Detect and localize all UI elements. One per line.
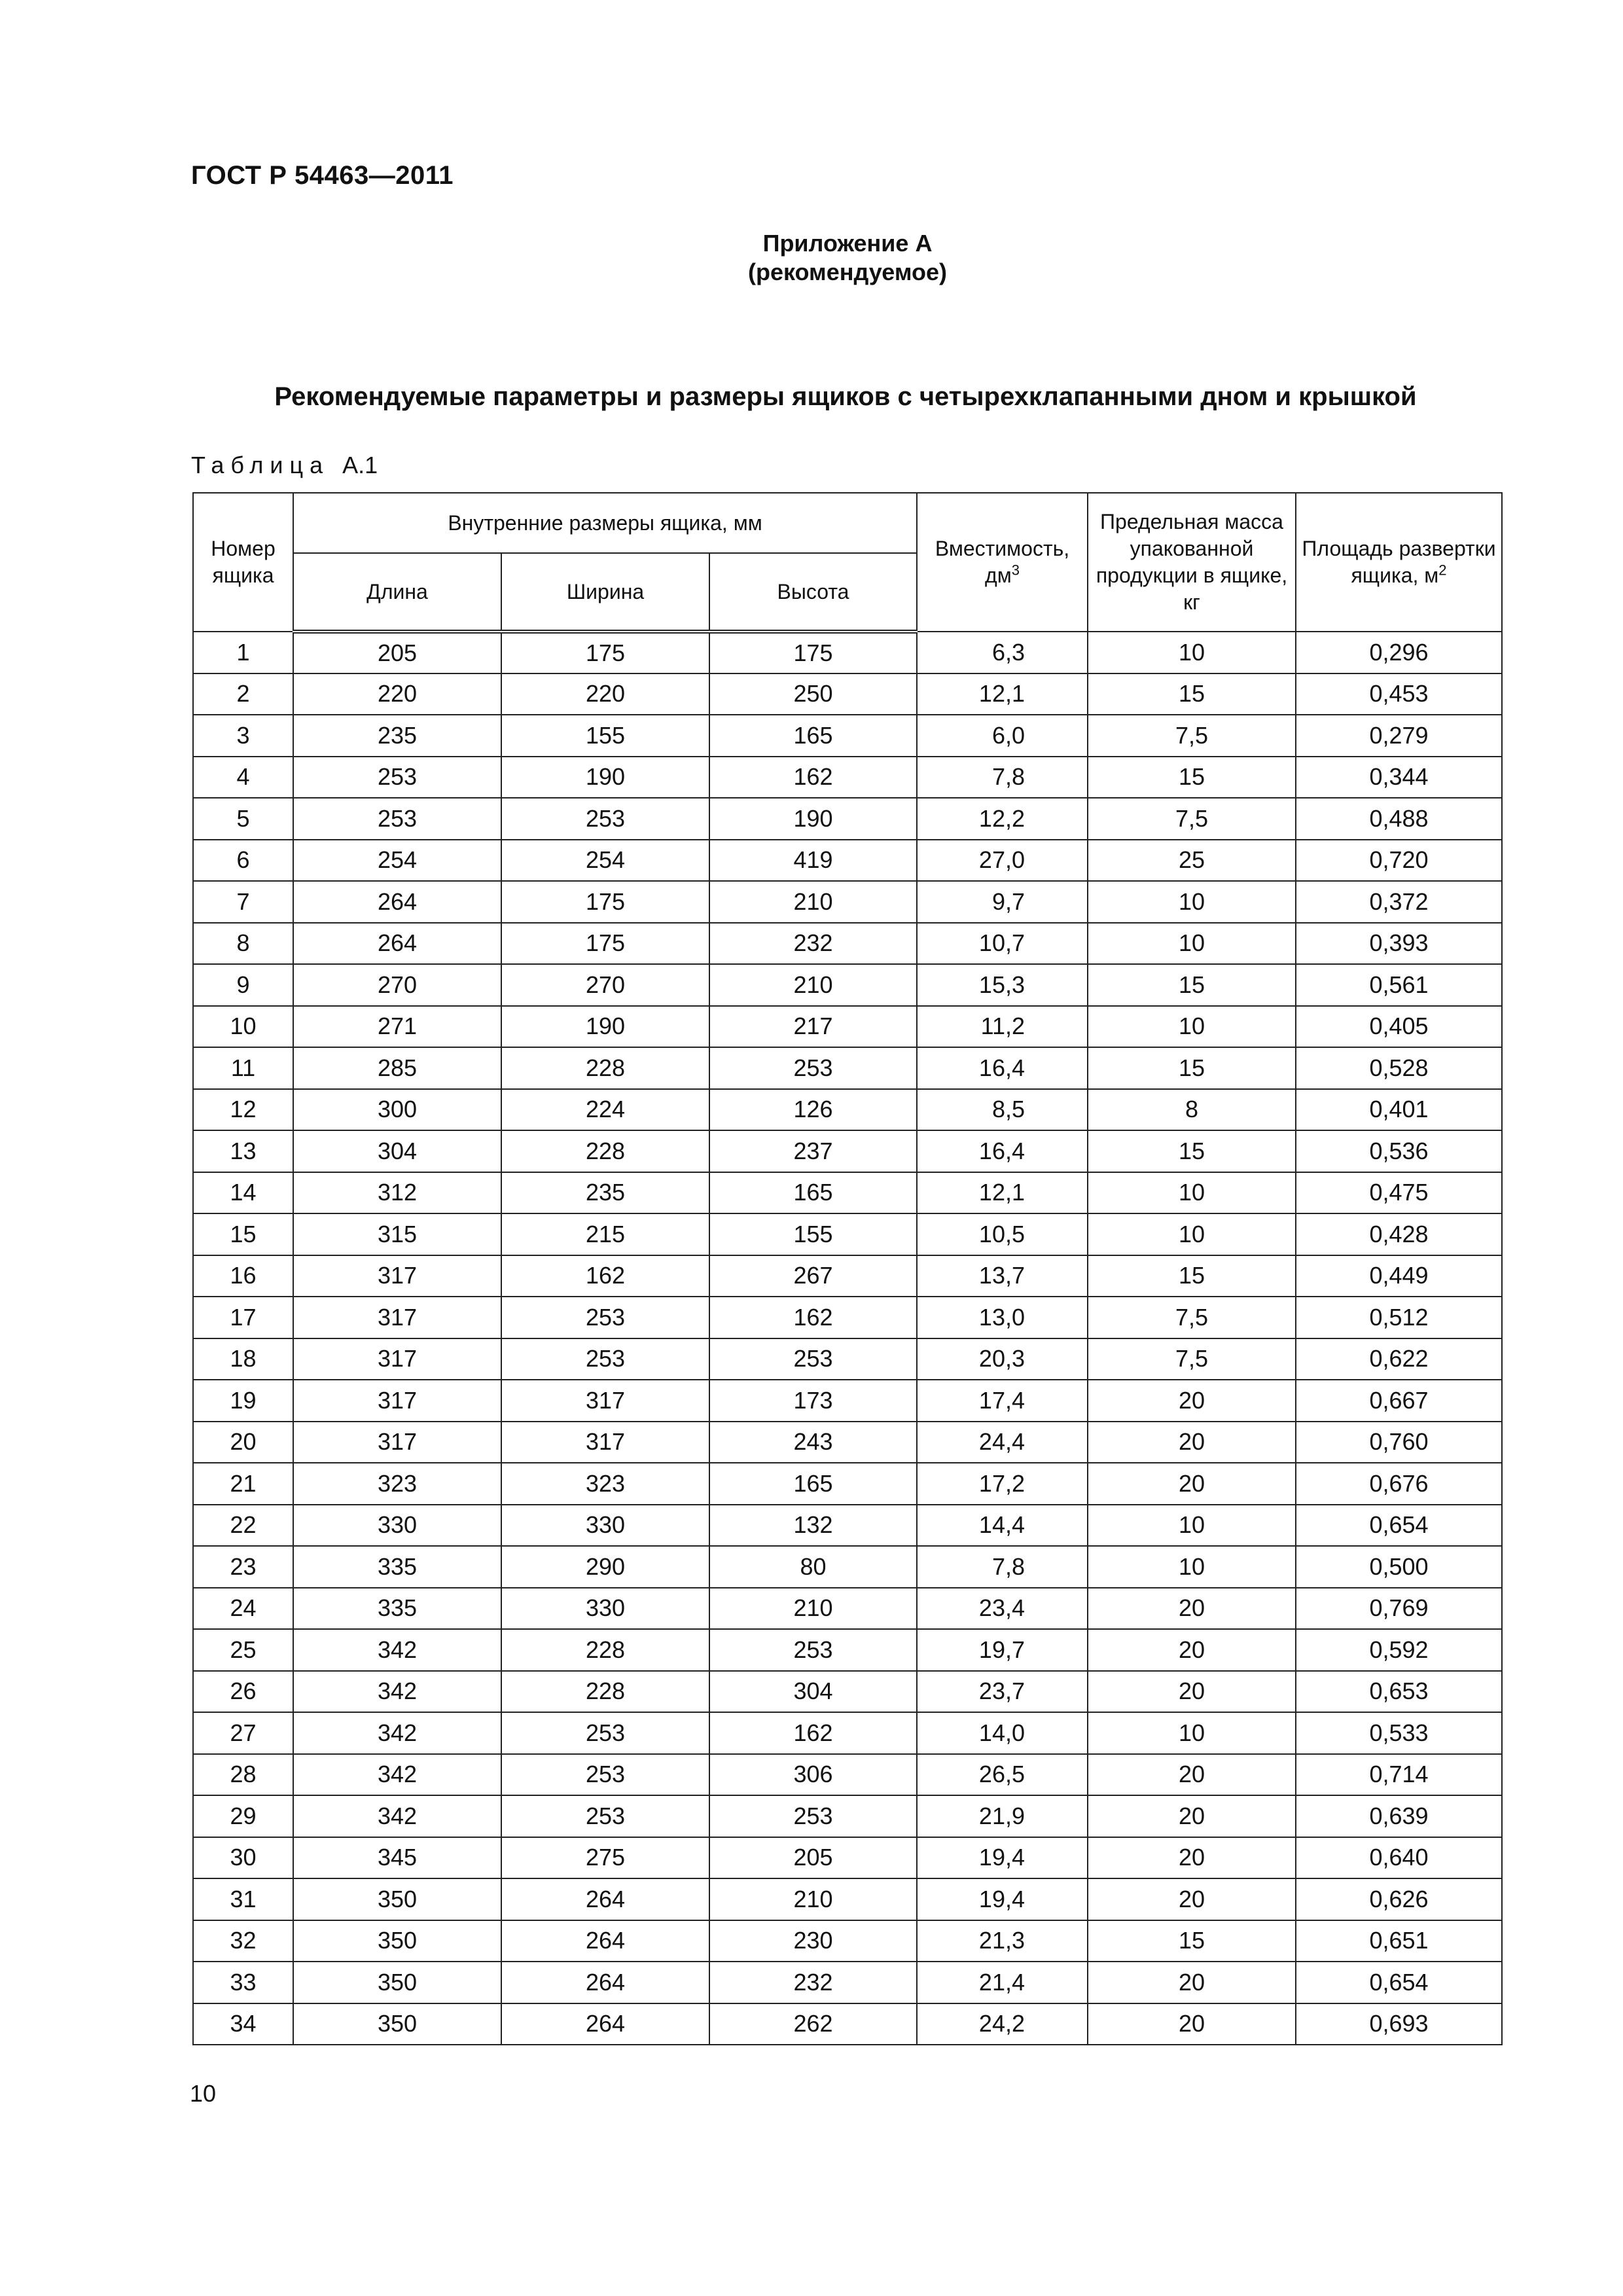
cell-area: 0,488 (1296, 798, 1502, 840)
cell-width: 317 (501, 1380, 709, 1422)
cell-area: 0,714 (1296, 1754, 1502, 1796)
cell-width: 275 (501, 1837, 709, 1879)
cell-width: 290 (501, 1546, 709, 1588)
cell-volume: 13,7 (917, 1255, 1088, 1297)
cell-number: 31 (193, 1878, 293, 1920)
cell-height: 173 (709, 1380, 917, 1422)
cell-max-mass: 20 (1088, 1837, 1296, 1879)
table-row (193, 715, 1502, 757)
cell-height: 253 (709, 1338, 917, 1380)
table-row (193, 1878, 1502, 1920)
cell-number: 19 (193, 1380, 293, 1422)
cell-width: 155 (501, 715, 709, 757)
table-row (193, 1006, 1502, 1048)
cell-max-mass: 15 (1088, 1255, 1296, 1297)
cell-length: 254 (293, 840, 501, 882)
cell-height: 165 (709, 1463, 917, 1505)
cell-volume: 24,2 (917, 2003, 1088, 2045)
cell-length: 350 (293, 1878, 501, 1920)
cell-area: 0,667 (1296, 1380, 1502, 1422)
cell-area: 0,512 (1296, 1297, 1502, 1338)
cell-area: 0,640 (1296, 1837, 1502, 1879)
cell-width: 253 (501, 1338, 709, 1380)
cell-width: 175 (501, 632, 709, 673)
cell-number: 24 (193, 1588, 293, 1630)
cell-height: 304 (709, 1671, 917, 1713)
cell-length: 253 (293, 757, 501, 798)
cell-area: 0,651 (1296, 1920, 1502, 1962)
cell-max-mass: 15 (1088, 673, 1296, 715)
cell-width: 253 (501, 1712, 709, 1754)
table-row (193, 1629, 1502, 1671)
cell-max-mass: 20 (1088, 1671, 1296, 1713)
cell-length: 350 (293, 1920, 501, 1962)
cell-area: 0,528 (1296, 1047, 1502, 1089)
cell-length: 270 (293, 964, 501, 1006)
cell-area: 0,626 (1296, 1878, 1502, 1920)
table-row (193, 1962, 1502, 2003)
cell-max-mass: 10 (1088, 1712, 1296, 1754)
cell-max-mass: 10 (1088, 881, 1296, 923)
cell-number: 25 (193, 1629, 293, 1671)
cell-height: 250 (709, 673, 917, 715)
cell-area: 0,654 (1296, 1962, 1502, 2003)
cell-volume: 26,5 (917, 1754, 1088, 1796)
table-row (193, 798, 1502, 840)
cell-max-mass: 7,5 (1088, 1297, 1296, 1338)
cell-length: 335 (293, 1588, 501, 1630)
cell-max-mass: 20 (1088, 1588, 1296, 1630)
cell-width: 228 (501, 1130, 709, 1172)
cell-width: 254 (501, 840, 709, 882)
header-area (1296, 493, 1502, 632)
table-row (193, 1338, 1502, 1380)
cell-number: 13 (193, 1130, 293, 1172)
cell-volume: 9,7 (917, 881, 1088, 923)
cell-width: 162 (501, 1255, 709, 1297)
cell-length: 315 (293, 1213, 501, 1255)
cell-area: 0,405 (1296, 1006, 1502, 1048)
cell-number: 30 (193, 1837, 293, 1879)
cell-width: 253 (501, 1754, 709, 1796)
cell-max-mass: 10 (1088, 632, 1296, 673)
cell-volume: 14,0 (917, 1712, 1088, 1754)
cell-volume: 13,0 (917, 1297, 1088, 1338)
cell-number: 28 (193, 1754, 293, 1796)
table-row (193, 1047, 1502, 1089)
cell-length: 205 (293, 632, 501, 673)
header-internal-dimensions: Внутренние размеры ящика, мм (293, 493, 917, 553)
cell-number: 23 (193, 1546, 293, 1588)
cell-length: 312 (293, 1172, 501, 1214)
cell-length: 304 (293, 1130, 501, 1172)
cell-height: 126 (709, 1089, 917, 1131)
cell-number: 34 (193, 2003, 293, 2045)
cell-area: 0,693 (1296, 2003, 1502, 2045)
table-row (193, 673, 1502, 715)
cell-length: 317 (293, 1297, 501, 1338)
cell-number: 18 (193, 1338, 293, 1380)
cell-number: 6 (193, 840, 293, 882)
cell-number: 21 (193, 1463, 293, 1505)
cell-width: 330 (501, 1505, 709, 1547)
cell-area: 0,428 (1296, 1213, 1502, 1255)
cell-number: 8 (193, 923, 293, 965)
cell-height: 80 (709, 1546, 917, 1588)
cell-area: 0,449 (1296, 1255, 1502, 1297)
cell-width: 235 (501, 1172, 709, 1214)
cell-length: 342 (293, 1712, 501, 1754)
cell-volume: 14,4 (917, 1505, 1088, 1547)
header-number: Номер ящика (193, 493, 293, 632)
cell-height: 162 (709, 757, 917, 798)
cell-length: 317 (293, 1255, 501, 1297)
cell-area: 0,279 (1296, 715, 1502, 757)
cell-max-mass: 20 (1088, 2003, 1296, 2045)
table-body (193, 632, 1502, 2045)
table-row (193, 1754, 1502, 1796)
cell-number: 33 (193, 1962, 293, 2003)
cell-volume: 20,3 (917, 1338, 1088, 1380)
cell-volume: 15,3 (917, 964, 1088, 1006)
cell-height: 230 (709, 1920, 917, 1962)
cell-number: 15 (193, 1213, 293, 1255)
cell-max-mass: 10 (1088, 1213, 1296, 1255)
cell-volume: 21,3 (917, 1920, 1088, 1962)
cell-length: 317 (293, 1380, 501, 1422)
cell-max-mass: 15 (1088, 1130, 1296, 1172)
cell-width: 253 (501, 798, 709, 840)
cell-max-mass: 20 (1088, 1962, 1296, 2003)
table-row (193, 1588, 1502, 1630)
table-caption-number: А.1 (342, 452, 378, 478)
cell-max-mass: 20 (1088, 1629, 1296, 1671)
cell-max-mass: 20 (1088, 1422, 1296, 1463)
cell-height: 237 (709, 1130, 917, 1172)
cell-number: 2 (193, 673, 293, 715)
cell-volume: 19,4 (917, 1878, 1088, 1920)
cell-area: 0,561 (1296, 964, 1502, 1006)
cell-max-mass: 10 (1088, 1546, 1296, 1588)
cell-length: 342 (293, 1629, 501, 1671)
cell-height: 243 (709, 1422, 917, 1463)
cell-volume: 10,5 (917, 1213, 1088, 1255)
table-row (193, 1089, 1502, 1131)
cell-width: 228 (501, 1629, 709, 1671)
cell-width: 264 (501, 1878, 709, 1920)
cell-volume: 19,7 (917, 1629, 1088, 1671)
cell-max-mass: 10 (1088, 1172, 1296, 1214)
table-row (193, 757, 1502, 798)
cell-volume: 11,2 (917, 1006, 1088, 1048)
appendix-title: Приложение А (762, 230, 933, 257)
table-row (193, 1712, 1502, 1754)
cell-volume: 21,9 (917, 1795, 1088, 1837)
appendix-subtitle: (рекомендуемое) (748, 259, 947, 285)
cell-length: 345 (293, 1837, 501, 1879)
cell-length: 350 (293, 2003, 501, 2045)
cell-max-mass: 20 (1088, 1878, 1296, 1920)
table-row (193, 1297, 1502, 1338)
cell-length: 317 (293, 1422, 501, 1463)
cell-number: 27 (193, 1712, 293, 1754)
table-row (193, 1255, 1502, 1297)
cell-area: 0,453 (1296, 673, 1502, 715)
cell-length: 253 (293, 798, 501, 840)
cell-height: 232 (709, 1962, 917, 2003)
cell-volume: 24,4 (917, 1422, 1088, 1463)
cell-height: 190 (709, 798, 917, 840)
table-row (193, 1671, 1502, 1713)
cell-max-mass: 20 (1088, 1795, 1296, 1837)
cell-area: 0,676 (1296, 1463, 1502, 1505)
table-row (193, 964, 1502, 1006)
cell-max-mass: 10 (1088, 1505, 1296, 1547)
header-max-mass: Предельная масса упакованной продукции в ящике, кг (1088, 493, 1296, 632)
cell-area: 0,533 (1296, 1712, 1502, 1754)
cell-width: 228 (501, 1047, 709, 1089)
cell-height: 162 (709, 1297, 917, 1338)
cell-height: 232 (709, 923, 917, 965)
table-row (193, 1130, 1502, 1172)
cell-max-mass: 7,5 (1088, 1338, 1296, 1380)
cell-volume: 17,2 (917, 1463, 1088, 1505)
cell-area: 0,296 (1296, 632, 1502, 673)
table-row (193, 1546, 1502, 1588)
cell-max-mass: 8 (1088, 1089, 1296, 1131)
cell-number: 17 (193, 1297, 293, 1338)
cell-length: 271 (293, 1006, 501, 1048)
cell-length: 350 (293, 1962, 501, 2003)
cell-height: 210 (709, 1588, 917, 1630)
cell-volume: 23,4 (917, 1588, 1088, 1630)
cell-width: 175 (501, 881, 709, 923)
cell-number: 29 (193, 1795, 293, 1837)
cell-max-mass: 15 (1088, 1920, 1296, 1962)
cell-length: 323 (293, 1463, 501, 1505)
table-row (193, 881, 1502, 923)
document-code: ГОСТ Р 54463—2011 (191, 161, 454, 190)
cell-area: 0,622 (1296, 1338, 1502, 1380)
table-row (193, 1920, 1502, 1962)
cell-number: 22 (193, 1505, 293, 1547)
cell-max-mass: 20 (1088, 1380, 1296, 1422)
cell-height: 419 (709, 840, 917, 882)
cell-width: 323 (501, 1463, 709, 1505)
cell-volume: 21,4 (917, 1962, 1088, 2003)
table-row (193, 1463, 1502, 1505)
cell-width: 317 (501, 1422, 709, 1463)
cell-height: 175 (709, 632, 917, 673)
cell-height: 162 (709, 1712, 917, 1754)
cell-max-mass: 10 (1088, 1006, 1296, 1048)
cell-area: 0,769 (1296, 1588, 1502, 1630)
cell-height: 210 (709, 964, 917, 1006)
cell-area: 0,372 (1296, 881, 1502, 923)
cell-width: 264 (501, 2003, 709, 2045)
cell-number: 12 (193, 1089, 293, 1131)
section-title: Рекомендуемые параметры и размеры ящиков с четырехклапанными дном и крышкой (274, 382, 1417, 411)
cell-volume: 8,5 (917, 1089, 1088, 1131)
cell-max-mass: 7,5 (1088, 798, 1296, 840)
page-number: 10 (190, 2080, 217, 2107)
cell-width: 190 (501, 757, 709, 798)
cell-volume: 7,8 (917, 757, 1088, 798)
header-area-exponent: 2 (1438, 562, 1447, 579)
cell-width: 228 (501, 1671, 709, 1713)
cell-height: 165 (709, 1172, 917, 1214)
header-height: Высота (709, 553, 917, 632)
cell-max-mass: 15 (1088, 1047, 1296, 1089)
cell-width: 220 (501, 673, 709, 715)
cell-area: 0,401 (1296, 1089, 1502, 1131)
cell-area: 0,592 (1296, 1629, 1502, 1671)
cell-width: 264 (501, 1962, 709, 2003)
table-row (193, 632, 1502, 673)
cell-volume: 10,7 (917, 923, 1088, 965)
cell-length: 300 (293, 1089, 501, 1131)
cell-number: 26 (193, 1671, 293, 1713)
cell-area: 0,720 (1296, 840, 1502, 882)
cell-length: 235 (293, 715, 501, 757)
cell-height: 205 (709, 1837, 917, 1879)
cell-number: 5 (193, 798, 293, 840)
cell-width: 224 (501, 1089, 709, 1131)
table-row (193, 2003, 1502, 2045)
table-row (193, 1795, 1502, 1837)
cell-area: 0,654 (1296, 1505, 1502, 1547)
table-row (193, 1172, 1502, 1214)
header-volume-exponent: 3 (1011, 562, 1020, 579)
appendix-heading (0, 229, 1623, 287)
header-area-label: Площадь развертки ящика, м (1302, 537, 1496, 587)
cell-max-mass: 7,5 (1088, 715, 1296, 757)
table-row (193, 1380, 1502, 1422)
table-caption-word: Таблица (191, 452, 330, 478)
parameters-table (192, 492, 1503, 2045)
cell-area: 0,393 (1296, 923, 1502, 965)
table-row (193, 1837, 1502, 1879)
cell-area: 0,475 (1296, 1172, 1502, 1214)
cell-height: 306 (709, 1754, 917, 1796)
cell-volume: 12,1 (917, 673, 1088, 715)
cell-number: 32 (193, 1920, 293, 1962)
table-row (193, 1505, 1502, 1547)
cell-number: 16 (193, 1255, 293, 1297)
cell-height: 132 (709, 1505, 917, 1547)
cell-volume: 6,3 (917, 632, 1088, 673)
cell-volume: 23,7 (917, 1671, 1088, 1713)
cell-number: 20 (193, 1422, 293, 1463)
cell-height: 210 (709, 1878, 917, 1920)
header-volume-label: Вместимость, дм (935, 537, 1070, 587)
cell-max-mass: 10 (1088, 923, 1296, 965)
cell-length: 264 (293, 881, 501, 923)
cell-height: 262 (709, 2003, 917, 2045)
cell-width: 190 (501, 1006, 709, 1048)
cell-volume: 7,8 (917, 1546, 1088, 1588)
cell-area: 0,653 (1296, 1671, 1502, 1713)
cell-length: 317 (293, 1338, 501, 1380)
cell-height: 253 (709, 1629, 917, 1671)
table-caption (191, 452, 378, 479)
cell-area: 0,500 (1296, 1546, 1502, 1588)
table-row (193, 840, 1502, 882)
cell-number: 10 (193, 1006, 293, 1048)
cell-max-mass: 15 (1088, 757, 1296, 798)
cell-length: 264 (293, 923, 501, 965)
cell-length: 342 (293, 1795, 501, 1837)
cell-width: 330 (501, 1588, 709, 1630)
cell-number: 3 (193, 715, 293, 757)
cell-number: 7 (193, 881, 293, 923)
cell-volume: 27,0 (917, 840, 1088, 882)
cell-max-mass: 25 (1088, 840, 1296, 882)
cell-volume: 19,4 (917, 1837, 1088, 1879)
cell-height: 253 (709, 1795, 917, 1837)
cell-width: 215 (501, 1213, 709, 1255)
header-volume (917, 493, 1088, 632)
cell-width: 264 (501, 1920, 709, 1962)
cell-width: 253 (501, 1297, 709, 1338)
cell-height: 210 (709, 881, 917, 923)
cell-area: 0,536 (1296, 1130, 1502, 1172)
cell-number: 4 (193, 757, 293, 798)
cell-number: 11 (193, 1047, 293, 1089)
cell-volume: 12,1 (917, 1172, 1088, 1214)
cell-height: 217 (709, 1006, 917, 1048)
cell-length: 342 (293, 1754, 501, 1796)
cell-area: 0,639 (1296, 1795, 1502, 1837)
cell-max-mass: 20 (1088, 1463, 1296, 1505)
cell-number: 1 (193, 632, 293, 673)
cell-max-mass: 20 (1088, 1754, 1296, 1796)
cell-volume: 17,4 (917, 1380, 1088, 1422)
cell-max-mass: 15 (1088, 964, 1296, 1006)
cell-width: 253 (501, 1795, 709, 1837)
cell-volume: 16,4 (917, 1047, 1088, 1089)
cell-width: 270 (501, 964, 709, 1006)
cell-height: 155 (709, 1213, 917, 1255)
cell-length: 330 (293, 1505, 501, 1547)
cell-width: 175 (501, 923, 709, 965)
table-row (193, 1213, 1502, 1255)
cell-volume: 6,0 (917, 715, 1088, 757)
cell-number: 9 (193, 964, 293, 1006)
table-row (193, 923, 1502, 965)
cell-height: 165 (709, 715, 917, 757)
table-row (193, 1422, 1502, 1463)
cell-length: 285 (293, 1047, 501, 1089)
cell-height: 267 (709, 1255, 917, 1297)
cell-length: 220 (293, 673, 501, 715)
cell-area: 0,344 (1296, 757, 1502, 798)
cell-length: 335 (293, 1546, 501, 1588)
cell-height: 253 (709, 1047, 917, 1089)
cell-volume: 12,2 (917, 798, 1088, 840)
cell-area: 0,760 (1296, 1422, 1502, 1463)
header-width: Ширина (501, 553, 709, 632)
cell-length: 342 (293, 1671, 501, 1713)
header-length: Длина (293, 553, 501, 632)
cell-volume: 16,4 (917, 1130, 1088, 1172)
cell-number: 14 (193, 1172, 293, 1214)
